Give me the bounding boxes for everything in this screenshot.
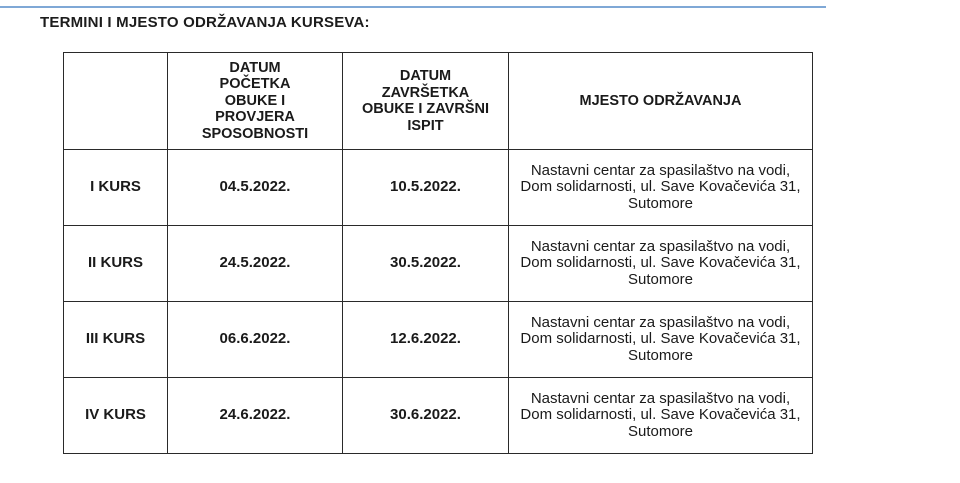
header-start-date: DATUM POČETKA OBUKE I PROVJERA SPOSOBNOSTI <box>168 53 343 150</box>
table-header-row <box>64 53 813 150</box>
start-date: 04.5.2022. <box>168 150 343 226</box>
course-schedule-table <box>63 52 813 454</box>
location: Nastavni centar za spasilaštvo na vodi, Dom solidarnosti, ul. Save Kovačevića 31, Sutomore <box>509 226 813 302</box>
end-date: 12.6.2022. <box>343 302 509 378</box>
start-date: 24.6.2022. <box>168 378 343 454</box>
location: Nastavni centar za spasilaštvo na vodi, Dom solidarnosti, ul. Save Kovačevića 31, Sutomore <box>509 302 813 378</box>
course-name: II KURS <box>64 226 168 302</box>
location: Nastavni centar za spasilaštvo na vodi, Dom solidarnosti, ul. Save Kovačevića 31, Sutomore <box>509 378 813 454</box>
table-row <box>64 226 813 302</box>
end-date: 10.5.2022. <box>343 150 509 226</box>
location: Nastavni centar za spasilaštvo na vodi, Dom solidarnosti, ul. Save Kovačevića 31, Sutomore <box>509 150 813 226</box>
end-date: 30.6.2022. <box>343 378 509 454</box>
course-name: IV KURS <box>64 378 168 454</box>
end-date: 30.5.2022. <box>343 226 509 302</box>
table-row <box>64 302 813 378</box>
course-name: I KURS <box>64 150 168 226</box>
table-row <box>64 150 813 226</box>
top-divider-line <box>0 6 826 8</box>
course-name: III KURS <box>64 302 168 378</box>
table-row <box>64 378 813 454</box>
header-location: MJESTO ODRŽAVANJA <box>509 53 813 150</box>
start-date: 24.5.2022. <box>168 226 343 302</box>
header-end-date: DATUM ZAVRŠETKA OBUKE I ZAVRŠNI ISPIT <box>343 53 509 150</box>
header-course <box>64 53 168 150</box>
section-heading: TERMINI I MJESTO ODRŽAVANJA KURSEVA: <box>40 14 370 31</box>
start-date: 06.6.2022. <box>168 302 343 378</box>
